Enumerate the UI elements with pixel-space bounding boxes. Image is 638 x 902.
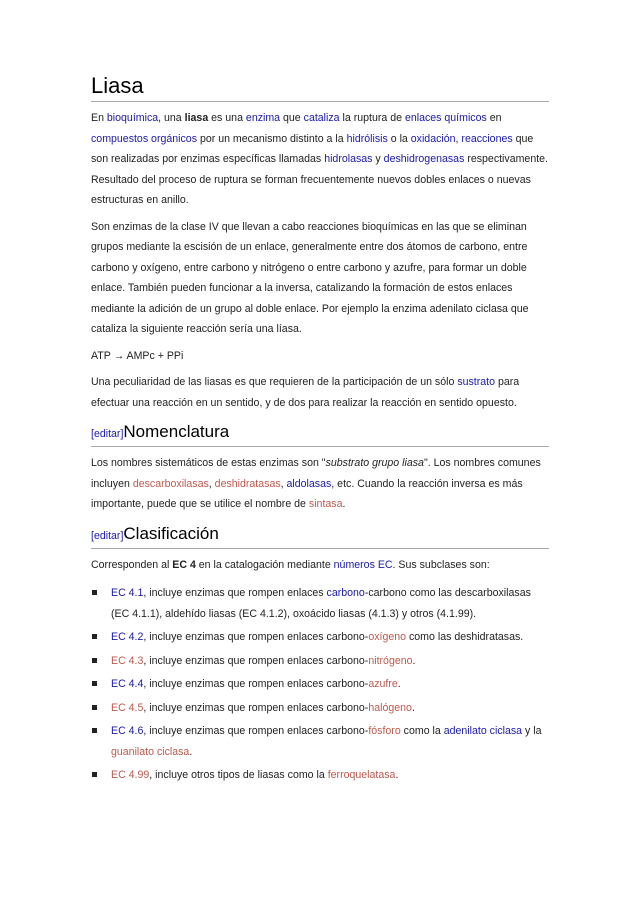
text: En <box>91 112 107 124</box>
list-item <box>91 674 549 695</box>
edit-link-nomenclatura[interactable]: [editar] <box>91 428 124 440</box>
intro-paragraph <box>91 108 549 211</box>
text: en <box>486 112 502 124</box>
text: para efectuar una reacción en un sentido, y de dos para realizar la reacción en sentido opuesto. <box>91 376 520 409</box>
link-ec-4-4[interactable]: EC 4.4 <box>111 678 144 690</box>
link-nitrogeno[interactable]: nitrógeno <box>368 654 413 667</box>
text: , <box>280 477 287 490</box>
link-compuestos-organicos[interactable]: compuestos orgánicos <box>91 132 197 145</box>
bullet-icon <box>92 634 97 639</box>
link-reacciones[interactable]: reacciones <box>461 132 513 145</box>
text: Una peculiaridad de las liasas es que requieren de la participación de un sólo <box>91 376 458 388</box>
text: como las deshidratasas. <box>406 631 524 643</box>
subclass-list <box>91 583 549 786</box>
text: -carbono como las descarboxilasas (EC 4.1.1), aldehído liasas (EC 4.1.2), oxoácido liasas (4.1.3) y otros (4.1.99). <box>111 587 531 620</box>
text: , incluye enzimas que rompen enlaces carbono- <box>143 725 369 737</box>
text: respectivamente. Resultado del proceso de ruptura se forman frecuentemente nuevos dobles enlaces o nuevas estructuras en anillo. <box>91 153 548 206</box>
bullet-icon <box>92 658 97 663</box>
link-sustrato[interactable]: sustrato <box>457 376 495 388</box>
list-item <box>91 583 549 624</box>
link-hidrolisis[interactable]: hidrólisis <box>346 132 388 145</box>
page-title: Liasa <box>91 72 549 102</box>
link-sintasa[interactable]: sintasa <box>308 498 343 510</box>
link-aldolasas[interactable]: aldolasas <box>286 477 332 490</box>
link-numeros-ec[interactable]: números EC <box>333 558 393 571</box>
text: , incluye enzimas que rompen enlaces carbono- <box>143 678 369 690</box>
text: , una <box>158 112 185 124</box>
article <box>91 72 549 789</box>
text: , <box>455 132 462 145</box>
edit-link-clasificacion[interactable]: [editar] <box>91 529 124 542</box>
link-halogeno[interactable]: halógeno <box>368 701 412 714</box>
link-enzima[interactable]: enzima <box>245 112 281 124</box>
link-ec-4-3[interactable]: EC 4.3 <box>111 654 144 667</box>
link-ec-4-99[interactable]: EC 4.99 <box>111 769 150 781</box>
text: que son realizadas por enzimas específicas llamadas <box>91 132 534 165</box>
text: . <box>397 678 401 690</box>
text: , incluye enzimas que rompen enlaces carbono- <box>143 654 369 667</box>
text: . <box>395 769 399 781</box>
text: , <box>208 477 215 490</box>
link-deshidrogenasas[interactable]: deshidrogenasas <box>383 153 465 165</box>
text: . <box>412 654 416 667</box>
link-guanilato-ciclasa[interactable]: guanilato ciclasa <box>111 745 190 758</box>
list-item <box>91 721 549 762</box>
text: , incluye enzimas que rompen enlaces carbono- <box>143 701 369 714</box>
text: , etc. Cuando la reacción inversa es más importante, puede que se utilice el nombre de <box>91 477 523 510</box>
nomenclatura-paragraph <box>91 453 549 515</box>
text: , incluye enzimas que rompen enlaces <box>143 587 327 599</box>
italic-term: substrato grupo liasa <box>325 457 424 469</box>
heading-text: Clasificación <box>123 523 219 543</box>
link-fosforo[interactable]: fósforo <box>368 725 401 737</box>
link-adenilato-ciclasa[interactable]: adenilato ciclasa <box>443 725 523 737</box>
link-bioquimica[interactable]: bioquímica <box>106 112 159 124</box>
term-ec4: EC 4 <box>172 558 196 571</box>
section-heading-clasificacion <box>91 521 549 549</box>
substrate-paragraph <box>91 372 549 413</box>
clasificacion-paragraph <box>91 555 549 576</box>
text: , incluye enzimas que rompen enlaces carbono- <box>143 631 369 643</box>
text: . <box>189 745 193 758</box>
class-iv-paragraph: Son enzimas de la clase IV que llevan a cabo reacciones bioquímicas en las que se eliminan grupos mediante la escisión de un enlace, generalmente entre dos átomos de carbono, entre carbono y oxígeno, entre carbono y nitrógeno o entre carbono y azufre, para formar un doble enlace. También pueden funcionar a la inversa, catalizando la formación de estos enlaces mediante la adición de un grupo al doble enlace. Por ejemplo la enzima adenilato ciclasa que cataliza la siguiente reacción sería una líasa. <box>91 220 529 335</box>
link-ec-4-5[interactable]: EC 4.5 <box>111 701 144 714</box>
bullet-icon <box>92 728 97 733</box>
bullet-icon <box>92 772 97 777</box>
link-oxidacion[interactable]: oxidación <box>410 132 456 145</box>
text: es una <box>208 112 246 124</box>
link-enlaces-quimicos[interactable]: enlaces químicos <box>404 112 487 124</box>
list-item <box>91 651 549 672</box>
link-ec-4-6[interactable]: EC 4.6 <box>111 725 144 737</box>
link-deshidratasas[interactable]: deshidratasas <box>214 477 281 490</box>
term-liasa: liasa <box>184 112 209 124</box>
text: como la <box>400 725 444 737</box>
text: o la <box>387 132 411 145</box>
link-ec-4-2[interactable]: EC 4.2 <box>111 631 144 643</box>
text: Corresponden al <box>91 558 173 571</box>
bullet-icon <box>92 681 97 686</box>
link-descarboxilasas[interactable]: descarboxilasas <box>132 477 209 490</box>
text: . <box>411 701 415 714</box>
reaction-equation: ATP → AMPc + PPi <box>91 349 184 362</box>
text: . Sus subclases son: <box>392 558 490 571</box>
text: la ruptura de <box>339 112 405 124</box>
link-cataliza[interactable]: cataliza <box>303 112 340 124</box>
bullet-icon <box>92 705 97 710</box>
list-item <box>91 765 549 786</box>
text: en la catalogación mediante <box>195 558 334 571</box>
link-ec-4-1[interactable]: EC 4.1 <box>111 587 144 599</box>
text: por un mecanismo distinto a la <box>197 132 347 145</box>
list-item <box>91 627 549 648</box>
text: ". Los nombres comunes incluyen <box>91 457 541 490</box>
text: y la <box>522 725 542 737</box>
link-azufre[interactable]: azufre <box>368 678 398 690</box>
link-oxigeno[interactable]: oxígeno <box>368 631 407 643</box>
bullet-icon <box>92 590 97 595</box>
text: , incluye otros tipos de liasas como la <box>149 769 328 781</box>
section-heading-nomenclatura <box>91 419 549 447</box>
heading-text: Nomenclatura <box>123 422 230 441</box>
link-hidrolasas[interactable]: hidrolasas <box>324 153 373 165</box>
text: y <box>372 153 384 165</box>
text: . <box>342 498 346 510</box>
link-ferroquelatasa[interactable]: ferroquelatasa <box>327 769 396 781</box>
text: Los nombres sistemáticos de estas enzimas son " <box>91 457 326 469</box>
link-carbono[interactable]: carbono <box>326 587 365 599</box>
list-item <box>91 698 549 719</box>
text: que <box>280 112 304 124</box>
